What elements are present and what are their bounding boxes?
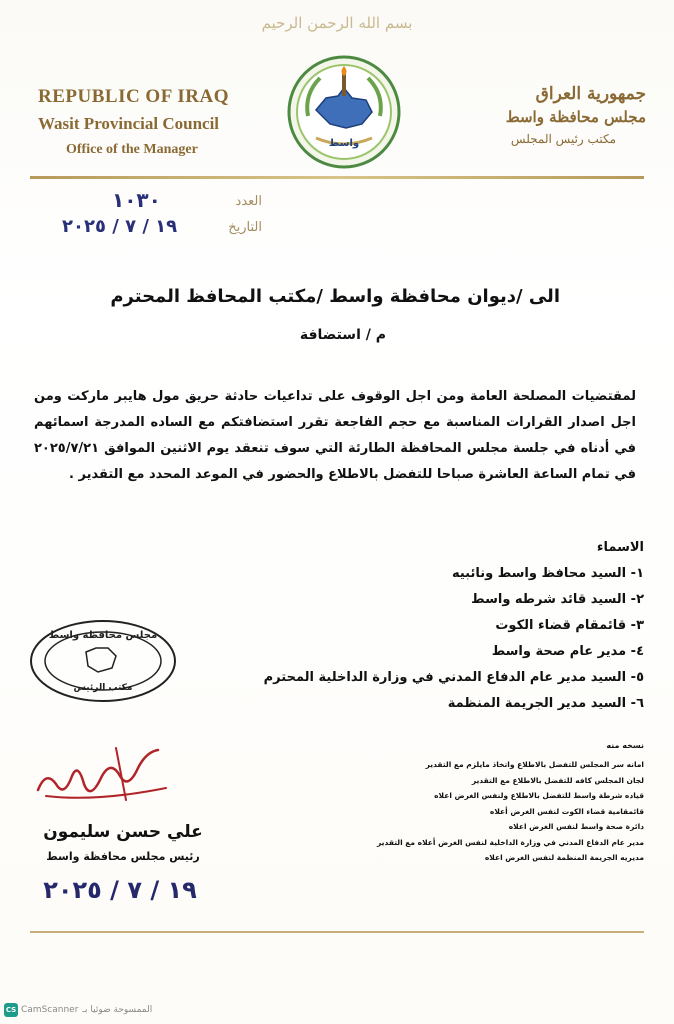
- list-item: دائرة صحة واسط لنفس الغرض اعلاه: [508, 822, 644, 831]
- ref-number-value: ١٠٣٠: [112, 188, 161, 212]
- signatory-title: رئيس مجلس محافظة واسط: [46, 850, 200, 863]
- list-item: امانه سر المجلس للتفضل بالاطلاع واتخاذ مايلزم مع التقدير: [425, 760, 644, 769]
- header-english: [38, 86, 268, 158]
- header-ar-country: جمهورية العراق: [535, 84, 646, 104]
- header-ar-office: مكتب رئيس المجلس: [510, 132, 616, 146]
- names-list: [224, 563, 644, 719]
- header-en-office: Office of the Manager: [66, 142, 198, 157]
- list-item: ٣- قائمقام قضاء الكوت: [495, 618, 644, 633]
- scanner-watermark: [4, 1001, 152, 1019]
- list-item: ٤- مدير عام صحة واسط: [491, 644, 644, 659]
- header-ar-council: مجلس محافظة واسط: [505, 108, 646, 126]
- header-divider: [30, 176, 644, 179]
- header-en-country: REPUBLIC OF IRAQ: [38, 86, 229, 107]
- list-item: قائمقامية قضاء الكوت لنفس الغرض أعلاه: [489, 806, 644, 816]
- ref-date-value: ١٩ / ٧ / ٢٠٢٥: [62, 216, 178, 237]
- list-item: قياده شرطة واسط للتفضل بالاطلاع ولنفس الغرض اعلاه: [434, 791, 644, 800]
- copies-list: [304, 758, 644, 867]
- basmala: بسم الله الرحمن الرحيم: [261, 14, 413, 32]
- copies-heading: نسخه منه: [606, 741, 644, 750]
- office-seal-stamp: [28, 618, 178, 704]
- scanner-text: CamScanner: [21, 1005, 79, 1015]
- header-en-council: Wasit Provincial Council: [38, 114, 220, 133]
- list-item: ١- السيد محافظ واسط ونائبيه: [451, 566, 644, 581]
- ref-date-label: التاريخ: [228, 220, 262, 235]
- list-item: لجان المجلس كافه للتفضل بالاطلاع مع التقدير: [471, 775, 644, 785]
- list-item: ٦- السيد مدير الجريمة المنظمة: [447, 696, 644, 711]
- council-logo-emblem: [286, 54, 402, 170]
- seal-top-text: مجلس محافظة واسط: [48, 630, 158, 641]
- list-item: ٢- السيد قائد شرطه واسط: [471, 592, 644, 607]
- list-item: مديريه الجريمة المنظمة لنفس الغرض اعلاه: [484, 853, 644, 862]
- reference-block: [62, 188, 262, 248]
- subject-line: م / استضافة: [299, 327, 386, 343]
- seal-bottom-text: مكتب الرئيس: [73, 683, 133, 693]
- logo-caption: واسط: [328, 138, 360, 149]
- list-item: مدير عام الدفاع المدني في وزارة الداخلية لنفس الغرض أعلاه مع التقدير: [377, 837, 644, 847]
- list-item: ٥- السيد مدير عام الدفاع المدني في وزارة الداخلية المحترم: [263, 670, 644, 685]
- letter-body: لمقتضيات المصلحة العامة ومن اجل الوقوف على تداعيات حادثة حريق مول هايبر ماركت ومن اجل اصدار القرارات المناسبة مع حجم الفاجعة تقرر استضافتكم مع الساده المدرجة اسمائهم في أدناه في جلسة مجلس المحافظة الطارئة التي سوف تنعقد يوم الاثنين الموافق ٢٠٢٥/٧/٢١ في تمام الساعة العاشرة صباحا للتفضل بالاطلاع والحضور في الموعد المحدد مع التقدير .: [34, 389, 636, 482]
- names-heading: الاسماء: [596, 540, 644, 555]
- handwritten-signature: [26, 740, 176, 808]
- recipient-line: الى /ديوان محافظة واسط /مكتب المحافظ المحترم: [110, 286, 560, 307]
- handwritten-date: ١٩ / ٧ / ٢٠٢٥: [43, 876, 197, 904]
- scanner-caption: الممسوحة ضوئيا بـ: [82, 1005, 153, 1015]
- camscanner-icon: CS: [4, 1003, 18, 1017]
- ref-number-label: العدد: [235, 194, 262, 209]
- footer-divider: [30, 931, 644, 933]
- header-arabic: [456, 84, 646, 146]
- signatory-name: علي حسن سليمون: [43, 822, 203, 842]
